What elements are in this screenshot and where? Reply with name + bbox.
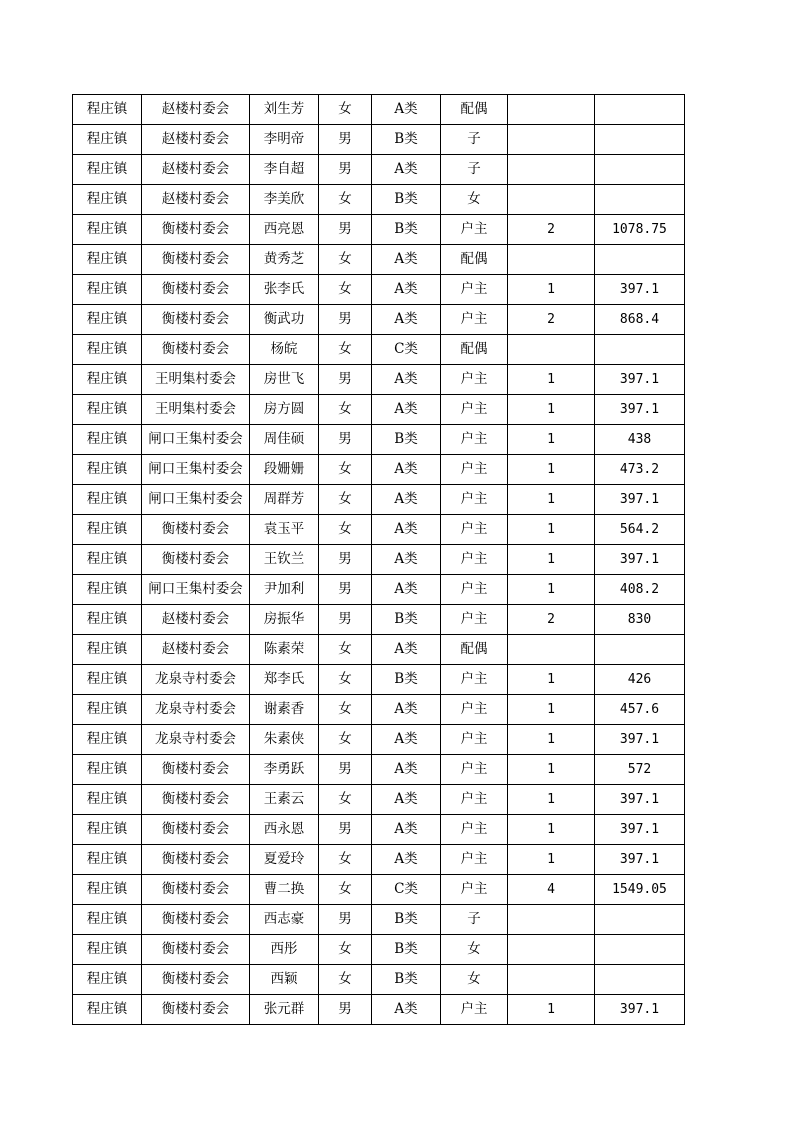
category-cell: A类 [372,545,441,575]
gender-cell: 男 [319,425,372,455]
table-row [73,875,685,905]
count-cell: 1 [508,545,595,575]
town-cell: 程庄镇 [73,395,142,425]
count-cell [508,155,595,185]
gender-cell: 女 [319,395,372,425]
town-cell: 程庄镇 [73,575,142,605]
category-cell: B类 [372,905,441,935]
gender-cell: 女 [319,635,372,665]
gender-cell: 男 [319,155,372,185]
category-cell: A类 [372,305,441,335]
count-cell: 1 [508,815,595,845]
village-cell: 王明集村委会 [142,395,250,425]
gender-cell: 女 [319,335,372,365]
town-cell: 程庄镇 [73,365,142,395]
amount-cell: 397.1 [595,725,685,755]
count-cell: 1 [508,275,595,305]
name-cell: 西颖 [250,965,319,995]
name-cell: 西亮恩 [250,215,319,245]
name-cell: 周群芳 [250,485,319,515]
village-cell: 赵楼村委会 [142,635,250,665]
name-cell: 房方圆 [250,395,319,425]
town-cell: 程庄镇 [73,785,142,815]
table-row [73,545,685,575]
relation-cell: 子 [441,155,508,185]
gender-cell: 男 [319,995,372,1025]
name-cell: 张李氏 [250,275,319,305]
village-cell: 衡楼村委会 [142,755,250,785]
table-row [73,995,685,1025]
name-cell: 陈素荣 [250,635,319,665]
amount-cell: 397.1 [595,845,685,875]
town-cell: 程庄镇 [73,155,142,185]
table-row [73,365,685,395]
name-cell: 曹二换 [250,875,319,905]
town-cell: 程庄镇 [73,515,142,545]
relation-cell: 子 [441,905,508,935]
village-cell: 赵楼村委会 [142,155,250,185]
amount-cell: 426 [595,665,685,695]
relation-cell: 配偶 [441,95,508,125]
count-cell [508,335,595,365]
category-cell: B类 [372,125,441,155]
relation-cell: 户主 [441,515,508,545]
name-cell: 西彤 [250,935,319,965]
count-cell: 4 [508,875,595,905]
count-cell: 2 [508,305,595,335]
relation-cell: 配偶 [441,335,508,365]
name-cell: 刘生芳 [250,95,319,125]
category-cell: B类 [372,185,441,215]
gender-cell: 女 [319,515,372,545]
relation-cell: 户主 [441,845,508,875]
name-cell: 房振华 [250,605,319,635]
table-row [73,245,685,275]
town-cell: 程庄镇 [73,545,142,575]
relation-cell: 配偶 [441,635,508,665]
gender-cell: 女 [319,95,372,125]
relation-cell: 户主 [441,695,508,725]
town-cell: 程庄镇 [73,215,142,245]
amount-cell: 564.2 [595,515,685,545]
amount-cell: 397.1 [595,545,685,575]
name-cell: 夏爱玲 [250,845,319,875]
count-cell [508,95,595,125]
town-cell: 程庄镇 [73,965,142,995]
count-cell [508,935,595,965]
relation-cell: 户主 [441,275,508,305]
count-cell: 1 [508,455,595,485]
village-cell: 赵楼村委会 [142,185,250,215]
gender-cell: 女 [319,245,372,275]
table-row [73,305,685,335]
town-cell: 程庄镇 [73,935,142,965]
count-cell [508,245,595,275]
town-cell: 程庄镇 [73,335,142,365]
town-cell: 程庄镇 [73,305,142,335]
category-cell: A类 [372,845,441,875]
amount-cell [595,635,685,665]
relation-cell: 配偶 [441,245,508,275]
category-cell: A类 [372,485,441,515]
amount-cell [595,335,685,365]
village-cell: 衡楼村委会 [142,305,250,335]
category-cell: B类 [372,215,441,245]
category-cell: C类 [372,335,441,365]
relation-cell: 户主 [441,875,508,905]
gender-cell: 男 [319,545,372,575]
table-row [73,125,685,155]
gender-cell: 女 [319,485,372,515]
category-cell: B类 [372,425,441,455]
gender-cell: 女 [319,965,372,995]
count-cell: 1 [508,485,595,515]
relation-cell: 女 [441,185,508,215]
village-cell: 王明集村委会 [142,365,250,395]
table-row [73,485,685,515]
category-cell: B类 [372,665,441,695]
town-cell: 程庄镇 [73,695,142,725]
count-cell: 2 [508,215,595,245]
category-cell: B类 [372,935,441,965]
amount-cell [595,935,685,965]
count-cell: 1 [508,575,595,605]
category-cell: A类 [372,245,441,275]
table-row [73,605,685,635]
table-row [73,845,685,875]
village-cell: 闸口王集村委会 [142,575,250,605]
count-cell: 1 [508,665,595,695]
table-row [73,935,685,965]
amount-cell [595,185,685,215]
village-cell: 衡楼村委会 [142,515,250,545]
count-cell: 1 [508,785,595,815]
table-row [73,665,685,695]
name-cell: 袁玉平 [250,515,319,545]
table-row [73,785,685,815]
village-cell: 赵楼村委会 [142,125,250,155]
category-cell: B类 [372,605,441,635]
name-cell: 张元群 [250,995,319,1025]
category-cell: A类 [372,95,441,125]
table-row [73,425,685,455]
count-cell: 2 [508,605,595,635]
count-cell: 1 [508,695,595,725]
town-cell: 程庄镇 [73,665,142,695]
amount-cell: 397.1 [595,485,685,515]
category-cell: A类 [372,815,441,845]
amount-cell: 830 [595,605,685,635]
name-cell: 房世飞 [250,365,319,395]
count-cell [508,905,595,935]
name-cell: 李自超 [250,155,319,185]
category-cell: A类 [372,395,441,425]
town-cell: 程庄镇 [73,845,142,875]
amount-cell: 397.1 [595,275,685,305]
gender-cell: 男 [319,365,372,395]
name-cell: 李勇跃 [250,755,319,785]
relation-cell: 户主 [441,485,508,515]
table-row [73,395,685,425]
amount-cell: 408.2 [595,575,685,605]
amount-cell [595,125,685,155]
count-cell: 1 [508,395,595,425]
town-cell: 程庄镇 [73,125,142,155]
town-cell: 程庄镇 [73,455,142,485]
village-cell: 衡楼村委会 [142,845,250,875]
relation-cell: 户主 [441,395,508,425]
category-cell: A类 [372,695,441,725]
table-row [73,155,685,185]
amount-cell: 457.6 [595,695,685,725]
relation-cell: 户主 [441,755,508,785]
gender-cell: 女 [319,695,372,725]
relation-cell: 户主 [441,545,508,575]
relation-cell: 女 [441,935,508,965]
category-cell: A类 [372,515,441,545]
table-body [73,95,685,1025]
table-row [73,185,685,215]
category-cell: A类 [372,995,441,1025]
gender-cell: 男 [319,605,372,635]
village-cell: 衡楼村委会 [142,785,250,815]
gender-cell: 女 [319,875,372,905]
name-cell: 朱素侠 [250,725,319,755]
village-cell: 龙泉寺村委会 [142,695,250,725]
village-cell: 衡楼村委会 [142,335,250,365]
table-row [73,215,685,245]
amount-cell [595,965,685,995]
name-cell: 李明帝 [250,125,319,155]
village-cell: 衡楼村委会 [142,815,250,845]
name-cell: 西志豪 [250,905,319,935]
gender-cell: 男 [319,905,372,935]
relation-cell: 户主 [441,815,508,845]
village-cell: 衡楼村委会 [142,965,250,995]
village-cell: 衡楼村委会 [142,545,250,575]
category-cell: A类 [372,155,441,185]
village-cell: 闸口王集村委会 [142,455,250,485]
category-cell: A类 [372,725,441,755]
town-cell: 程庄镇 [73,905,142,935]
town-cell: 程庄镇 [73,815,142,845]
count-cell: 1 [508,845,595,875]
village-cell: 衡楼村委会 [142,245,250,275]
relation-cell: 户主 [441,785,508,815]
category-cell: C类 [372,875,441,905]
gender-cell: 女 [319,275,372,305]
gender-cell: 男 [319,755,372,785]
town-cell: 程庄镇 [73,605,142,635]
count-cell [508,635,595,665]
town-cell: 程庄镇 [73,995,142,1025]
town-cell: 程庄镇 [73,725,142,755]
amount-cell [595,905,685,935]
amount-cell: 1078.75 [595,215,685,245]
town-cell: 程庄镇 [73,485,142,515]
village-cell: 衡楼村委会 [142,215,250,245]
relation-cell: 户主 [441,605,508,635]
table-row [73,275,685,305]
relation-cell: 户主 [441,455,508,485]
gender-cell: 女 [319,845,372,875]
category-cell: A类 [372,635,441,665]
amount-cell [595,155,685,185]
name-cell: 李美欣 [250,185,319,215]
name-cell: 衡武功 [250,305,319,335]
relation-cell: 户主 [441,365,508,395]
amount-cell: 397.1 [595,815,685,845]
relation-cell: 户主 [441,575,508,605]
name-cell: 郑李氏 [250,665,319,695]
count-cell [508,965,595,995]
village-cell: 龙泉寺村委会 [142,665,250,695]
table-row [73,95,685,125]
category-cell: A类 [372,755,441,785]
count-cell: 1 [508,425,595,455]
name-cell: 黄秀芝 [250,245,319,275]
table-row [73,695,685,725]
amount-cell [595,245,685,275]
relation-cell: 子 [441,125,508,155]
count-cell: 1 [508,725,595,755]
table-row [73,725,685,755]
village-cell: 闸口王集村委会 [142,425,250,455]
table-row [73,965,685,995]
gender-cell: 女 [319,185,372,215]
village-cell: 衡楼村委会 [142,995,250,1025]
gender-cell: 男 [319,305,372,335]
name-cell: 周佳硕 [250,425,319,455]
count-cell: 1 [508,365,595,395]
name-cell: 尹加利 [250,575,319,605]
name-cell: 杨皖 [250,335,319,365]
table-row [73,335,685,365]
name-cell: 西永恩 [250,815,319,845]
gender-cell: 男 [319,215,372,245]
town-cell: 程庄镇 [73,245,142,275]
name-cell: 王钦兰 [250,545,319,575]
village-cell: 闸口王集村委会 [142,485,250,515]
relation-cell: 户主 [441,215,508,245]
gender-cell: 女 [319,455,372,485]
table-row [73,575,685,605]
category-cell: A类 [372,365,441,395]
gender-cell: 女 [319,725,372,755]
relation-cell: 户主 [441,425,508,455]
count-cell: 1 [508,515,595,545]
amount-cell [595,95,685,125]
count-cell: 1 [508,755,595,785]
table-row [73,515,685,545]
town-cell: 程庄镇 [73,635,142,665]
table-row [73,635,685,665]
table-row [73,755,685,785]
name-cell: 王素云 [250,785,319,815]
category-cell: A类 [372,785,441,815]
name-cell: 段姗姗 [250,455,319,485]
village-cell: 衡楼村委会 [142,275,250,305]
gender-cell: 男 [319,125,372,155]
amount-cell: 868.4 [595,305,685,335]
gender-cell: 女 [319,785,372,815]
amount-cell: 397.1 [595,995,685,1025]
table-row [73,455,685,485]
table-row [73,905,685,935]
category-cell: A类 [372,455,441,485]
relation-cell: 户主 [441,665,508,695]
name-cell: 谢素香 [250,695,319,725]
data-table [72,94,685,1025]
category-cell: B类 [372,965,441,995]
amount-cell: 473.2 [595,455,685,485]
category-cell: A类 [372,275,441,305]
gender-cell: 女 [319,935,372,965]
village-cell: 衡楼村委会 [142,905,250,935]
relation-cell: 女 [441,965,508,995]
relation-cell: 户主 [441,725,508,755]
relation-cell: 户主 [441,305,508,335]
town-cell: 程庄镇 [73,425,142,455]
gender-cell: 女 [319,665,372,695]
town-cell: 程庄镇 [73,875,142,905]
gender-cell: 男 [319,575,372,605]
count-cell [508,185,595,215]
amount-cell: 438 [595,425,685,455]
town-cell: 程庄镇 [73,755,142,785]
category-cell: A类 [372,575,441,605]
amount-cell: 1549.05 [595,875,685,905]
relation-cell: 户主 [441,995,508,1025]
gender-cell: 男 [319,815,372,845]
count-cell [508,125,595,155]
amount-cell: 397.1 [595,365,685,395]
village-cell: 赵楼村委会 [142,605,250,635]
town-cell: 程庄镇 [73,185,142,215]
count-cell: 1 [508,995,595,1025]
table-row [73,815,685,845]
amount-cell: 397.1 [595,785,685,815]
town-cell: 程庄镇 [73,95,142,125]
town-cell: 程庄镇 [73,275,142,305]
amount-cell: 572 [595,755,685,785]
amount-cell: 397.1 [595,395,685,425]
village-cell: 赵楼村委会 [142,95,250,125]
village-cell: 衡楼村委会 [142,935,250,965]
village-cell: 衡楼村委会 [142,875,250,905]
village-cell: 龙泉寺村委会 [142,725,250,755]
